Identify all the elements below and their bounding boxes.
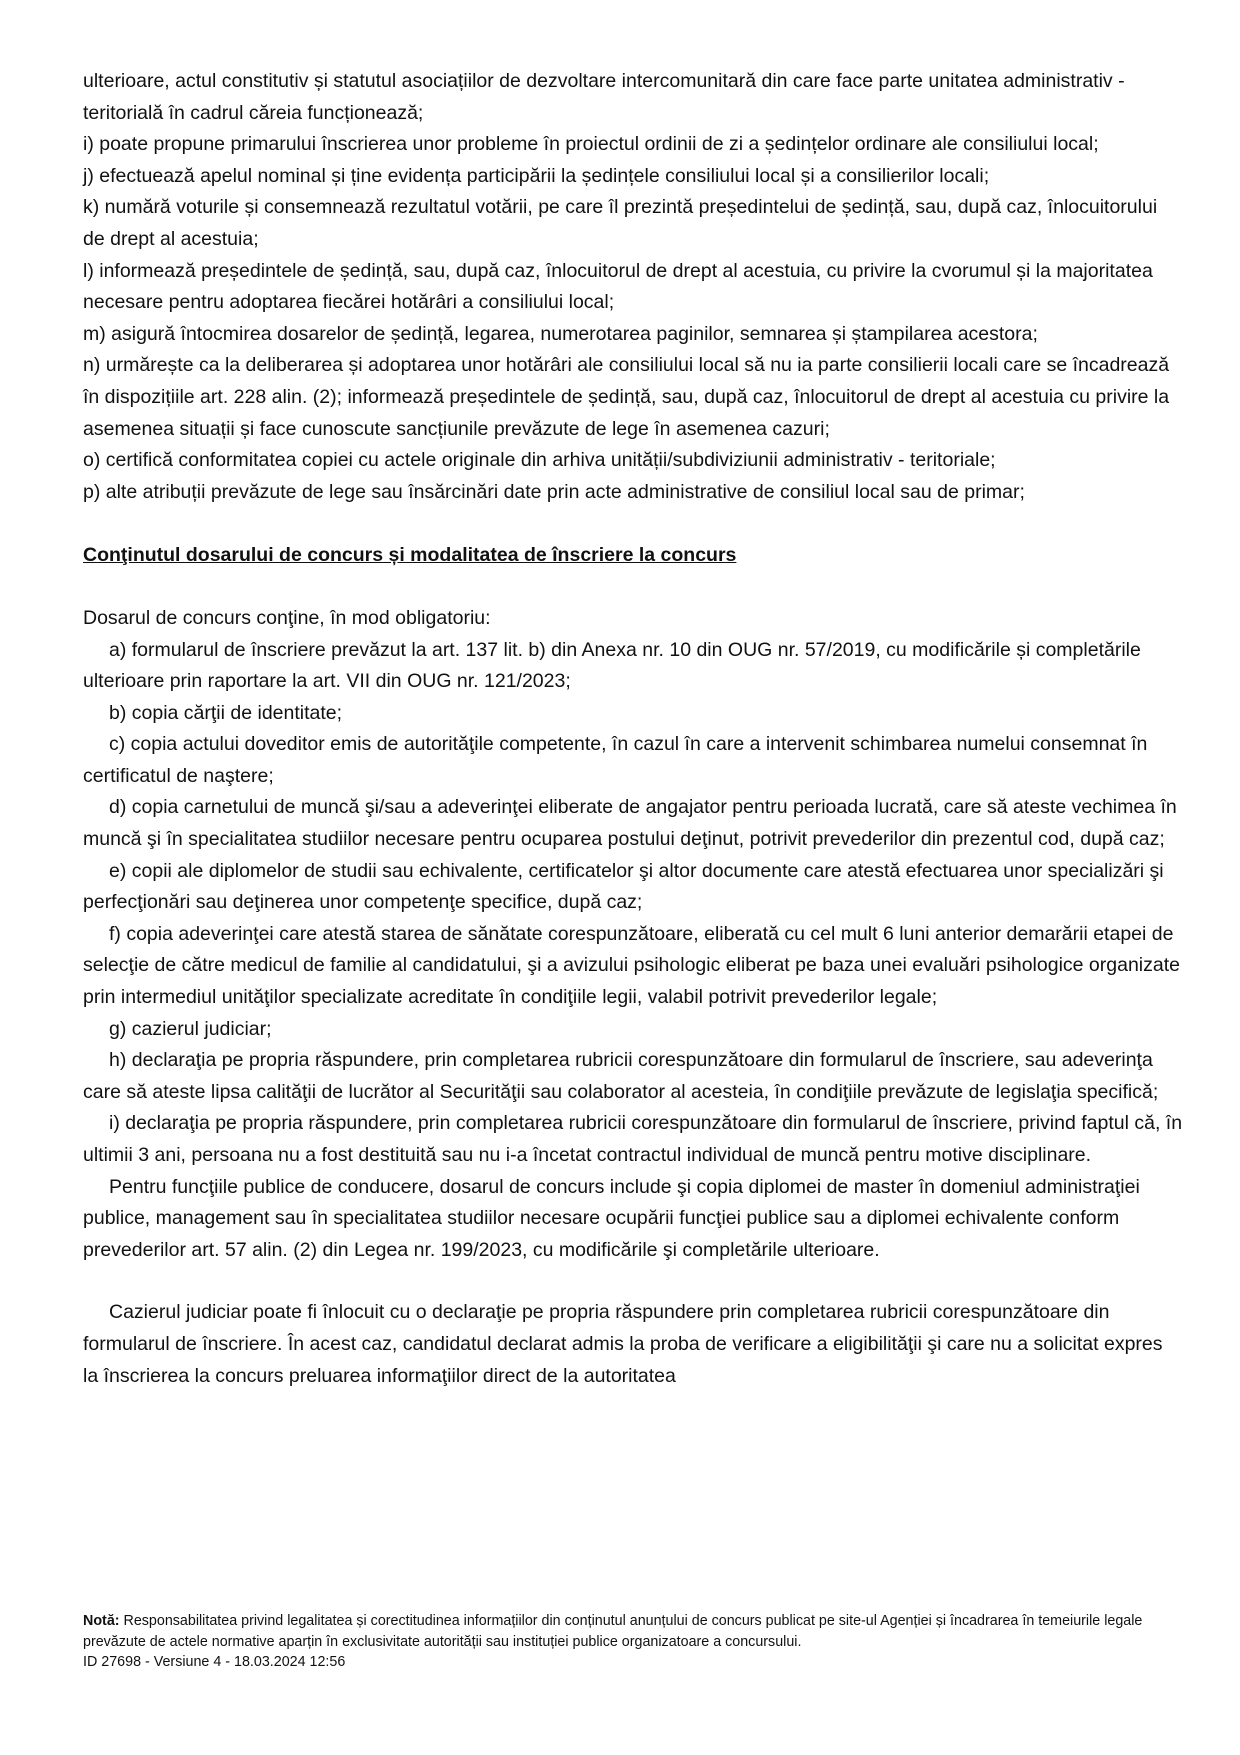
duty-item-o: o) certifică conformitatea copiei cu actele originale din arhiva unității/subdiviziunii administrativ - teritoriale; bbox=[83, 449, 996, 472]
section-heading: Conţinutul dosarului de concurs și modalitatea de înscriere la concurs bbox=[83, 544, 737, 567]
duty-item-l: l) informează președintele de ședință, sau, după caz, înlocuitorul de drept al acestuia, cu privire la cvorumul și la majoritatea necesare pentru adoptarea fiecărei hotărâri a consiliului local; bbox=[83, 259, 1153, 314]
dossier-intro: Dosarul de concurs conţine, în mod obligatoriu: bbox=[83, 606, 491, 629]
duty-item-k: k) numără voturile și consemnează rezultatul votării, pe care îl prezintă președintelui de ședință, sau, după caz, înlocuitorului de drept al acestuia; bbox=[83, 196, 1158, 250]
duty-item-p: p) alte atribuții prevăzute de lege sau însărcinări date prin acte administrative de consiliul local sau de primar; bbox=[83, 480, 1025, 503]
duty-item-n: n) urmărește ca la deliberarea și adoptarea unor hotărâri ale consiliului local să nu ia parte consilierii locali care se încadrează în dispozițiile art. 228 alin. (2); informează președintele de ședință, sau, după caz, înlocuitorul de drept al acestuia cu privire la asemenea situații și face cunoscute sancțiunile prevăzute de lege în asemenea cazuri; bbox=[83, 354, 1170, 440]
requirement-item-i: i) declaraţia pe propria răspundere, prin completarea rubricii corespunzătoare din formularul de înscriere, privind faptul că, în ultimii 3 ani, persoana nu a fost destituită sau nu i-a încetat contractul individual de muncă pentru motive disciplinare. bbox=[83, 1112, 1183, 1166]
document-page bbox=[83, 66, 1183, 1392]
requirement-item-c: c) copia actului doveditor emis de autorităţile competente, în cazul în care a intervenit schimbarea numelui consemnat în certificatul de naştere; bbox=[83, 733, 1148, 787]
criminal-record-paragraph: Cazierul judiciar poate fi înlocuit cu o declaraţie pe propria răspundere prin completarea rubricii corespunzătoare din formularul de înscriere. În acest caz, candidatul declarat admis la proba de verificare a eligibilităţii şi care nu a solicitat expres la înscrierea la concurs preluarea informaţiilor direct de la autoritatea bbox=[83, 1301, 1163, 1387]
footer-note bbox=[83, 1611, 1183, 1652]
duty-continuation: ulterioare, actul constitutiv și statutul asociațiilor de dezvoltare intercomunitară din care face parte unitatea administrativ - teritorială în cadrul căreia funcționează; bbox=[83, 70, 1125, 124]
requirement-item-g: g) cazierul judiciar; bbox=[109, 1017, 272, 1040]
requirement-item-e: e) copii ale diplomelor de studii sau echivalente, certificatelor şi altor documente care atestă efectuarea unor specializări şi perfecţionări sau deţinerea unor competenţe specifice, după caz; bbox=[83, 859, 1164, 914]
duty-item-j: j) efectuează apelul nominal și ține evidența participării la ședințele consiliului local și a consilierilor locali; bbox=[83, 164, 990, 187]
duty-item-i: i) poate propune primarului înscrierea unor probleme în proiectul ordinii de zi a ședințelor ordinare ale consiliului local; bbox=[83, 133, 1099, 156]
requirement-item-h: h) declaraţia pe propria răspundere, prin completarea rubricii corespunzătoare din formularul de înscriere, sau adeverinţa care să ateste lipsa calităţii de lucrător al Securităţii sau colaborator al acesteia, în condiţiile prevăzute de legislaţia specifică; bbox=[83, 1049, 1159, 1103]
footer-version: ID 27698 - Versiune 4 - 18.03.2024 12:56 bbox=[83, 1654, 346, 1670]
requirement-item-d: d) copia carnetului de muncă şi/sau a adeverinţei eliberate de angajator pentru perioada lucrată, care să ateste vechimea în muncă şi în specialitatea studiilor necesare pentru ocuparea postului deţinut, potrivit prevederilor din prezentul cod, după caz; bbox=[83, 796, 1177, 851]
requirement-item-f: f) copia adeverinţei care atestă starea de sănătate corespunzătoare, eliberată cu cel mult 6 luni anterior demarării etapei de selecţie de către medicul de familie al candidatului, şi a avizului psihologic eliberat pe baza unei evaluări psihologice organizate prin intermediul unităţilor specializate acreditate în condiţiile legii, valabil potrivit prevederilor legale; bbox=[83, 922, 1180, 1009]
duties-list bbox=[83, 66, 1183, 508]
requirement-item-a: a) formularul de înscriere prevăzut la art. 137 lit. b) din Anexa nr. 10 din OUG nr. 57/2019, cu modificările și completările ulterioare prin raportare la art. VII din OUG nr. 121/2023; bbox=[83, 638, 1141, 693]
management-positions-paragraph: Pentru funcţiile publice de conducere, dosarul de concurs include şi copia diplomei de master în domeniul administraţiei publice, management sau în specialitatea studiilor necesare ocupării funcţiei publice sau a diplomei echivalente conform prevederilor art. 57 alin. (2) din Legea nr. 199/2023, cu modificările şi completările ulterioare. bbox=[83, 1175, 1140, 1261]
page-footer bbox=[83, 1611, 1183, 1673]
requirement-item-b: b) copia cărţii de identitate; bbox=[109, 701, 343, 724]
dossier-requirements-list bbox=[83, 635, 1183, 1267]
footer-note-label: Notă: bbox=[83, 1613, 120, 1629]
duty-item-m: m) asigură întocmirea dosarelor de ședință, legarea, numerotarea paginilor, semnarea și ștampilarea acestora; bbox=[83, 322, 1038, 345]
footer-note-text: Responsabilitatea privind legalitatea și corectitudinea informațiilor din conținutul anunțului de concurs publicat pe site-ul Agenției și încadrarea în temeiurile legale prevăzute de actele normative aparțin în exclusivitate autorității sau instituției publice organizatoare a concursului. bbox=[83, 1613, 1143, 1650]
